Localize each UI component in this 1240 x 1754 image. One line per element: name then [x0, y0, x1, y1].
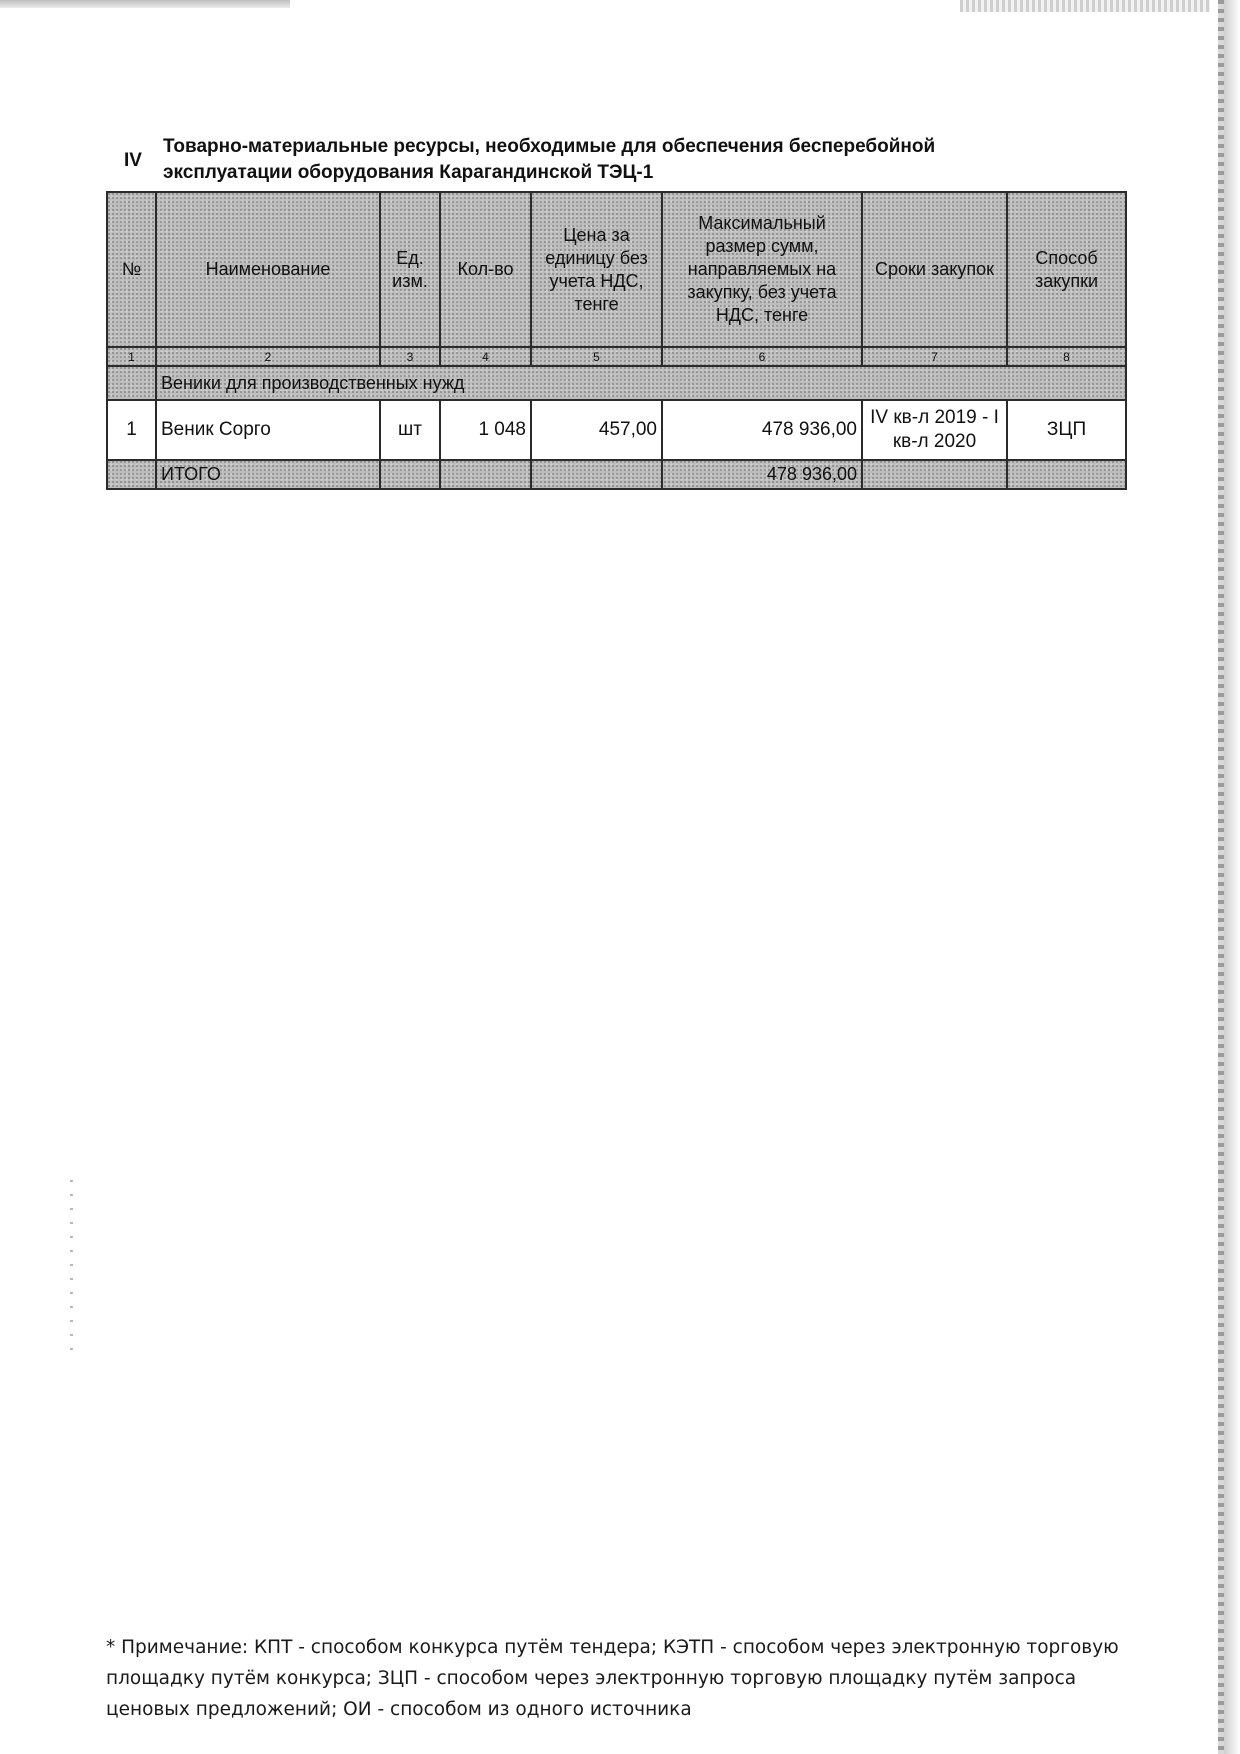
header-no: №: [107, 192, 156, 347]
column-number: 8: [1007, 347, 1126, 366]
section-number: IV: [124, 150, 142, 171]
scan-artifact-right-shadow: [1224, 0, 1240, 1754]
header-max-sum: Максимальный размер сумм, направляемых на закупку, без учета НДС, тенге: [662, 192, 862, 347]
row-qty: 1 048: [440, 400, 531, 460]
column-number: 1: [107, 347, 156, 366]
column-number: 2: [156, 347, 380, 366]
total-label: ИТОГО: [156, 460, 380, 489]
total-sum: 478 936,00: [662, 460, 862, 489]
header-unit: Ед. изм.: [380, 192, 440, 347]
column-number: 6: [662, 347, 862, 366]
footnote: * Примечание: КПТ - способом конкурса путём тендера; КЭТП - способом через электронную торговую площадку путём конкурса; ЗЦП - способом через электронную торговую площадку путём запроса ценовых предложений; ОИ - способом из одного источника: [106, 1637, 1119, 1720]
column-number-row: [107, 347, 1126, 366]
header-name: Наименование: [156, 192, 380, 347]
total-spacer: [107, 460, 156, 489]
row-max-sum: 478 936,00: [662, 400, 862, 460]
table-row: [107, 400, 1126, 460]
row-name: Веник Сорго: [156, 400, 380, 460]
total-empty-cell: [380, 460, 440, 489]
column-number: 4: [440, 347, 531, 366]
total-empty-cell: [1007, 460, 1126, 489]
scan-artifact-top-left: [0, 0, 290, 8]
total-row: [107, 460, 1126, 489]
table-header-row: [107, 192, 1126, 347]
header-qty: Кол-во: [440, 192, 531, 347]
group-spacer: [107, 366, 156, 400]
header-terms: Сроки закупок: [862, 192, 1007, 347]
column-number: 7: [862, 347, 1007, 366]
column-number: 5: [531, 347, 662, 366]
row-price: 457,00: [531, 400, 662, 460]
column-number: 3: [380, 347, 440, 366]
total-empty-cell: [440, 460, 531, 489]
header-price: Цена за единицу без учета НДС, тенге: [531, 192, 662, 347]
row-no: 1: [107, 400, 156, 460]
header-method: Способ закупки: [1007, 192, 1126, 347]
section-title: Товарно-материальные ресурсы, необходимые для обеспечения бесперебойной эксплуатации оборудования Карагандинской ТЭЦ-1: [163, 136, 936, 183]
scan-artifact-left-dots: [70, 1180, 73, 1360]
total-empty-cell: [862, 460, 1007, 489]
row-terms: IV кв-л 2019 - I кв-л 2020: [862, 400, 1007, 460]
group-row: [107, 366, 1126, 400]
row-unit: шт: [380, 400, 440, 460]
group-title: Веники для производственных нужд: [156, 366, 1126, 400]
row-method: ЗЦП: [1007, 400, 1126, 460]
procurement-table: [106, 191, 1127, 490]
total-empty-cell: [531, 460, 662, 489]
scan-artifact-top-right: [960, 0, 1210, 12]
